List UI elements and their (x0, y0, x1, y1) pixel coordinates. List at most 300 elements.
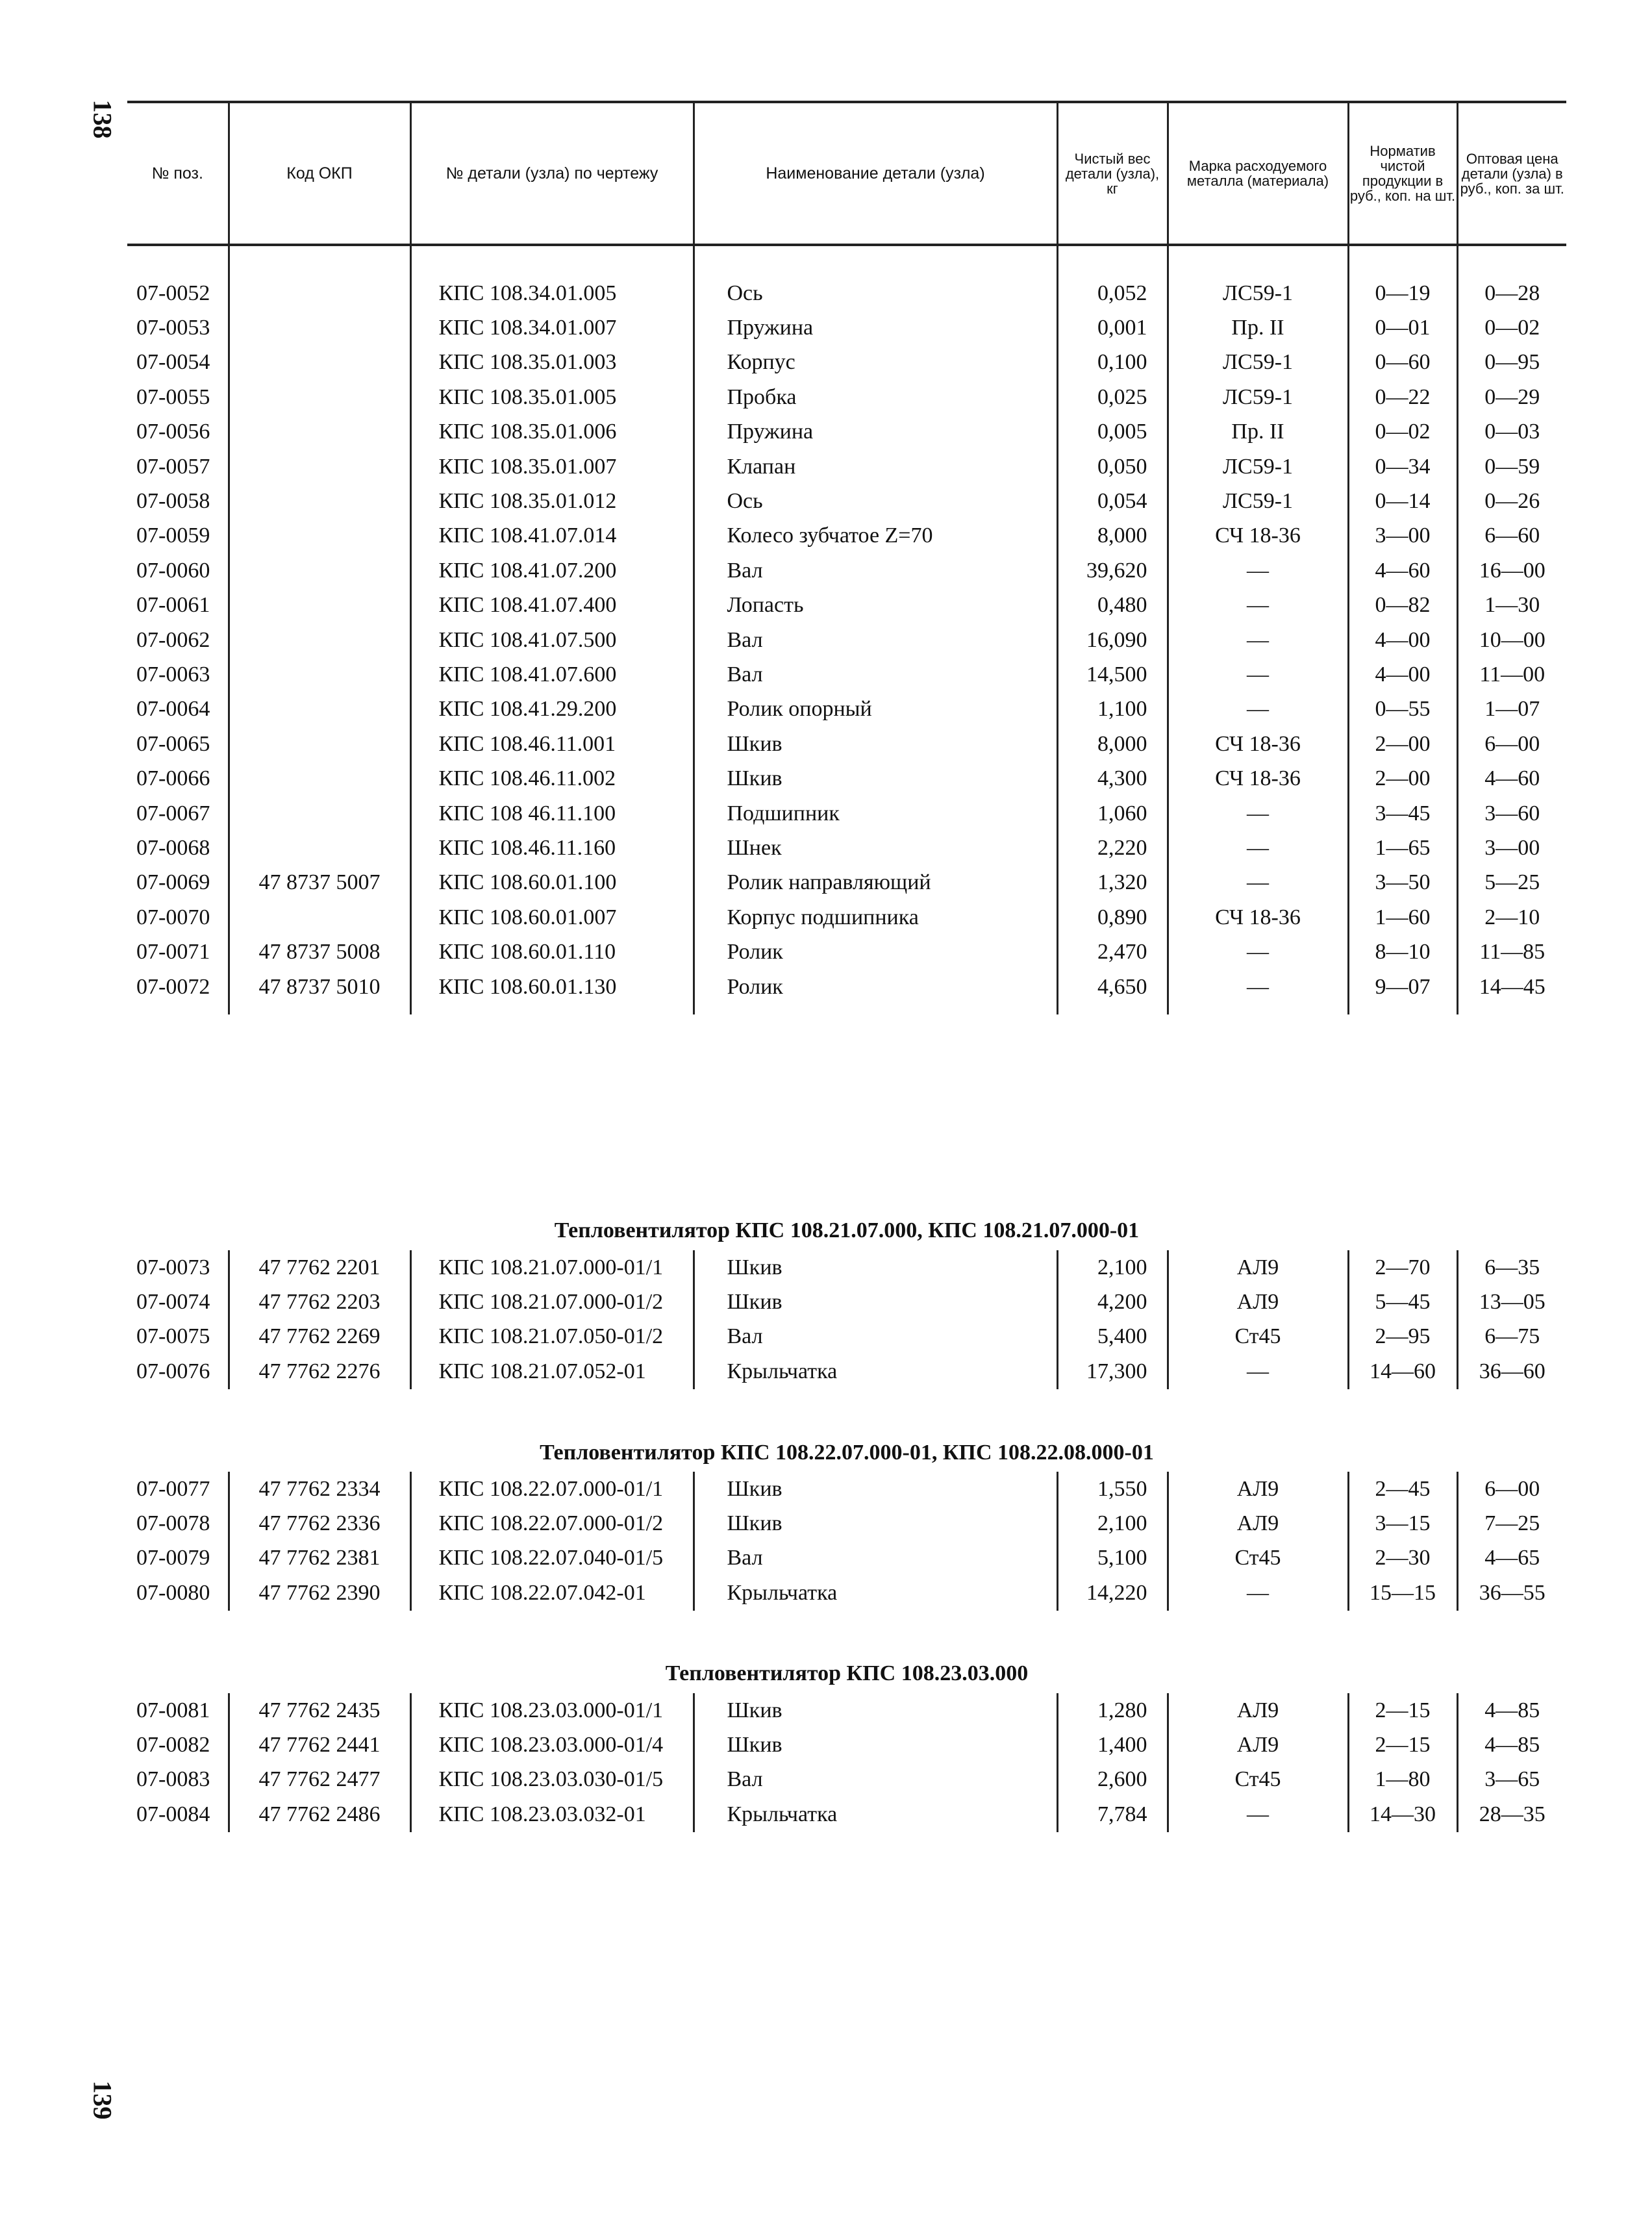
price-cell: 0—28 (1457, 276, 1566, 310)
price-cell: 0—59 (1457, 449, 1566, 484)
okp-code-cell: 47 8737 5010 (229, 970, 410, 1004)
detail-name-cell: Крыльчатка (694, 1576, 1057, 1610)
weight-cell: 0,890 (1057, 900, 1168, 935)
weight-cell: 1,400 (1057, 1728, 1168, 1762)
position-cell: 07-0073 (136, 1255, 210, 1279)
detail-number-cell: КПС 108.41.07.600 (410, 657, 694, 692)
norm-cell: 0—02 (1348, 415, 1457, 449)
section-table (127, 1693, 1566, 1832)
detail-name-cell: Шкив (694, 1250, 1057, 1285)
detail-name-cell: Шкив (694, 1285, 1057, 1319)
detail-number-cell: КПС 108.35.01.007 (410, 449, 694, 484)
detail-name-cell: Вал (694, 553, 1057, 588)
detail-name-cell: Вал (694, 657, 1057, 692)
weight-cell: 14,220 (1057, 1576, 1168, 1610)
material-cell: АЛ9 (1168, 1693, 1348, 1728)
table-row (127, 415, 1566, 449)
weight-cell: 1,280 (1057, 1693, 1168, 1728)
position-cell: 07-0056 (136, 420, 210, 444)
okp-code-cell: 47 7762 2336 (229, 1506, 410, 1541)
okp-code-cell: 47 8737 5007 (229, 866, 410, 900)
table-row (127, 1285, 1566, 1319)
norm-cell: 0—55 (1348, 692, 1457, 727)
price-cell: 0—26 (1457, 484, 1566, 518)
weight-cell: 1,320 (1057, 866, 1168, 900)
price-cell: 4—85 (1457, 1693, 1566, 1728)
position-cell: 07-0077 (136, 1476, 210, 1501)
okp-code-cell: 47 7762 2486 (229, 1797, 410, 1832)
norm-cell: 3—50 (1348, 866, 1457, 900)
material-cell: — (1168, 623, 1348, 657)
material-cell: — (1168, 831, 1348, 865)
position-cell: 07-0054 (136, 350, 210, 375)
position-cell: 07-0068 (136, 835, 210, 860)
norm-cell: 4—00 (1348, 623, 1457, 657)
norm-cell: 2—15 (1348, 1728, 1457, 1762)
material-cell: ЛС59-1 (1168, 449, 1348, 484)
table-row (127, 588, 1566, 623)
material-cell: — (1168, 553, 1348, 588)
material-cell: АЛ9 (1168, 1285, 1348, 1319)
okp-code-cell (229, 900, 410, 935)
norm-cell: 2—15 (1348, 1693, 1457, 1728)
norm-cell: 2—95 (1348, 1320, 1457, 1354)
material-cell: ЛС59-1 (1168, 276, 1348, 310)
header-weight: Чистый вес детали (узла), кг (1057, 102, 1168, 245)
position-cell: 07-0064 (136, 697, 210, 722)
position-cell: 07-0059 (136, 523, 210, 548)
okp-code-cell (229, 449, 410, 484)
weight-cell: 2,100 (1057, 1506, 1168, 1541)
price-cell: 4—60 (1457, 761, 1566, 796)
okp-code-cell: 47 7762 2441 (229, 1728, 410, 1762)
detail-number-cell: КПС 108.41.29.200 (410, 692, 694, 727)
norm-cell: 0—14 (1348, 484, 1457, 518)
norm-cell: 2—30 (1348, 1541, 1457, 1576)
material-cell: — (1168, 1576, 1348, 1610)
okp-code-cell (229, 796, 410, 831)
norm-cell: 2—70 (1348, 1250, 1457, 1285)
table-row (127, 761, 1566, 796)
price-cell: 0—03 (1457, 415, 1566, 449)
weight-cell: 1,060 (1057, 796, 1168, 831)
material-cell: Ст45 (1168, 1763, 1348, 1797)
okp-code-cell: 47 7762 2269 (229, 1320, 410, 1354)
okp-code-cell (229, 553, 410, 588)
section-title: Тепловентилятор КПС 108.23.03.000 (665, 1661, 1029, 1685)
detail-name-cell: Ось (694, 484, 1057, 518)
material-cell: СЧ 18-36 (1168, 761, 1348, 796)
detail-number-cell: КПС 108 46.11.100 (410, 796, 694, 831)
detail-name-cell: Вал (694, 623, 1057, 657)
material-cell: Ст45 (1168, 1320, 1348, 1354)
table-row (127, 484, 1566, 518)
weight-cell: 17,300 (1057, 1354, 1168, 1389)
okp-code-cell: 47 7762 2381 (229, 1541, 410, 1576)
weight-cell: 8,000 (1057, 519, 1168, 553)
position-cell: 07-0062 (136, 627, 210, 652)
detail-number-cell: КПС 108.23.03.000-01/1 (410, 1693, 694, 1728)
okp-code-cell: 47 7762 2334 (229, 1472, 410, 1506)
detail-number-cell: КПС 108.21.07.000-01/1 (410, 1250, 694, 1285)
weight-cell: 8,000 (1057, 727, 1168, 761)
detail-name-cell: Шкив (694, 1693, 1057, 1728)
detail-number-cell: КПС 108.22.07.042-01 (410, 1576, 694, 1610)
detail-number-cell: КПС 108.41.07.500 (410, 623, 694, 657)
weight-cell: 0,054 (1057, 484, 1168, 518)
section-table (127, 1250, 1566, 1389)
detail-number-cell: КПС 108.46.11.002 (410, 761, 694, 796)
norm-cell: 14—60 (1348, 1354, 1457, 1389)
detail-number-cell: КПС 108.23.03.032-01 (410, 1797, 694, 1832)
okp-code-cell (229, 831, 410, 865)
section-table (127, 1472, 1566, 1611)
page-number-top: 138 (88, 99, 118, 139)
weight-cell: 7,784 (1057, 1797, 1168, 1832)
detail-name-cell: Пружина (694, 310, 1057, 345)
detail-number-cell: КПС 108.35.01.005 (410, 380, 694, 414)
okp-code-cell (229, 657, 410, 692)
table-row (127, 1763, 1566, 1797)
okp-code-cell (229, 310, 410, 345)
detail-name-cell: Шкив (694, 1472, 1057, 1506)
price-cell: 1—30 (1457, 588, 1566, 623)
material-cell: — (1168, 657, 1348, 692)
detail-name-cell: Корпус (694, 346, 1057, 380)
position-cell: 07-0060 (136, 558, 210, 583)
okp-code-cell: 47 7762 2477 (229, 1763, 410, 1797)
okp-code-cell: 47 7762 2435 (229, 1693, 410, 1728)
table-row (127, 1250, 1566, 1285)
detail-name-cell: Корпус подшипника (694, 900, 1057, 935)
detail-number-cell: КПС 108.22.07.040-01/5 (410, 1541, 694, 1576)
material-cell: — (1168, 1797, 1348, 1832)
table-row (127, 970, 1566, 1004)
position-cell: 07-0055 (136, 384, 210, 409)
position-cell: 07-0075 (136, 1324, 210, 1349)
okp-code-cell (229, 380, 410, 414)
table-row (127, 519, 1566, 553)
material-cell: — (1168, 588, 1348, 623)
material-cell: — (1168, 796, 1348, 831)
table-row (127, 1320, 1566, 1354)
detail-name-cell: Ролик опорный (694, 692, 1057, 727)
price-cell: 6—75 (1457, 1320, 1566, 1354)
price-cell: 16—00 (1457, 553, 1566, 588)
detail-number-cell: КПС 108.35.01.012 (410, 484, 694, 518)
price-cell: 6—00 (1457, 1472, 1566, 1506)
weight-cell: 2,220 (1057, 831, 1168, 865)
detail-number-cell: КПС 108.22.07.000-01/2 (410, 1506, 694, 1541)
detail-name-cell: Ось (694, 276, 1057, 310)
okp-code-cell (229, 484, 410, 518)
detail-number-cell: КПС 108.34.01.007 (410, 310, 694, 345)
detail-number-cell: КПС 108.60.01.130 (410, 970, 694, 1004)
okp-code-cell (229, 519, 410, 553)
price-cell: 4—85 (1457, 1728, 1566, 1762)
price-cell: 0—29 (1457, 380, 1566, 414)
table-row (127, 346, 1566, 380)
norm-cell: 0—60 (1348, 346, 1457, 380)
material-cell: ЛС59-1 (1168, 346, 1348, 380)
price-cell: 28—35 (1457, 1797, 1566, 1832)
position-cell: 07-0063 (136, 662, 210, 686)
table-row (127, 1797, 1566, 1832)
table-row (127, 449, 1566, 484)
norm-cell: 2—45 (1348, 1472, 1457, 1506)
norm-cell: 14—30 (1348, 1797, 1457, 1832)
position-cell: 07-0078 (136, 1511, 210, 1536)
weight-cell: 0,052 (1057, 276, 1168, 310)
header-norm: Норматив чистой продукции в руб., коп. на шт. (1348, 102, 1457, 245)
weight-cell: 1,550 (1057, 1472, 1168, 1506)
norm-cell: 0—22 (1348, 380, 1457, 414)
norm-cell: 1—80 (1348, 1763, 1457, 1797)
material-cell: Пр. II (1168, 310, 1348, 345)
detail-name-cell: Клапан (694, 449, 1057, 484)
material-cell: — (1168, 1354, 1348, 1389)
table-row (127, 1541, 1566, 1576)
okp-code-cell (229, 415, 410, 449)
table-row (127, 831, 1566, 865)
detail-name-cell: Вал (694, 1541, 1057, 1576)
detail-number-cell: КПС 108.41.07.200 (410, 553, 694, 588)
table-row (127, 866, 1566, 900)
price-cell: 3—00 (1457, 831, 1566, 865)
norm-cell: 0—82 (1348, 588, 1457, 623)
weight-cell: 2,470 (1057, 935, 1168, 969)
detail-name-cell: Шкив (694, 1506, 1057, 1541)
table-row (127, 1506, 1566, 1541)
material-cell: — (1168, 866, 1348, 900)
detail-number-cell: КПС 108.21.07.000-01/2 (410, 1285, 694, 1319)
detail-name-cell: Крыльчатка (694, 1797, 1057, 1832)
norm-cell: 0—01 (1348, 310, 1457, 345)
detail-name-cell: Вал (694, 1320, 1057, 1354)
detail-name-cell: Ролик (694, 935, 1057, 969)
main-parts-table (127, 101, 1566, 1014)
weight-cell: 16,090 (1057, 623, 1168, 657)
table-row (127, 310, 1566, 345)
weight-cell: 1,100 (1057, 692, 1168, 727)
weight-cell: 5,100 (1057, 1541, 1168, 1576)
detail-name-cell: Шкив (694, 727, 1057, 761)
weight-cell: 4,650 (1057, 970, 1168, 1004)
okp-code-cell (229, 727, 410, 761)
price-cell: 10—00 (1457, 623, 1566, 657)
weight-cell: 0,050 (1057, 449, 1168, 484)
price-cell: 14—45 (1457, 970, 1566, 1004)
section-title: Тепловентилятор КПС 108.21.07.000, КПС 108.21.07.000-01 (554, 1218, 1140, 1242)
detail-number-cell: КПС 108.60.01.110 (410, 935, 694, 969)
header-price: Оптовая цена детали (узла) в руб., коп. за шт. (1457, 102, 1566, 245)
price-cell: 6—35 (1457, 1250, 1566, 1285)
weight-cell: 2,100 (1057, 1250, 1168, 1285)
header-okp: Код ОКП (229, 102, 410, 245)
position-cell: 07-0072 (136, 974, 210, 999)
position-cell: 07-0071 (136, 940, 210, 964)
norm-cell: 4—60 (1348, 553, 1457, 588)
weight-cell: 2,600 (1057, 1763, 1168, 1797)
position-cell: 07-0084 (136, 1802, 210, 1826)
weight-cell: 5,400 (1057, 1320, 1168, 1354)
detail-number-cell: КПС 108.23.03.030-01/5 (410, 1763, 694, 1797)
weight-cell: 0,025 (1057, 380, 1168, 414)
header-material: Марка расходуемого металла (материала) (1168, 102, 1348, 245)
table-row (127, 727, 1566, 761)
norm-cell: 2—00 (1348, 761, 1457, 796)
okp-code-cell: 47 7762 2276 (229, 1354, 410, 1389)
position-cell: 07-0053 (136, 316, 210, 340)
material-cell: ЛС59-1 (1168, 484, 1348, 518)
norm-cell: 1—65 (1348, 831, 1457, 865)
table-row (127, 692, 1566, 727)
price-cell: 36—55 (1457, 1576, 1566, 1610)
position-cell: 07-0057 (136, 454, 210, 479)
price-cell: 7—25 (1457, 1506, 1566, 1541)
position-cell: 07-0081 (136, 1698, 210, 1722)
table-row (127, 935, 1566, 969)
weight-cell: 0,001 (1057, 310, 1168, 345)
material-cell: АЛ9 (1168, 1728, 1348, 1762)
position-cell: 07-0080 (136, 1580, 210, 1605)
detail-name-cell: Шнек (694, 831, 1057, 865)
detail-name-cell: Пробка (694, 380, 1057, 414)
position-cell: 07-0066 (136, 766, 210, 791)
okp-code-cell (229, 588, 410, 623)
okp-code-cell (229, 623, 410, 657)
detail-number-cell: КПС 108.60.01.100 (410, 866, 694, 900)
price-cell: 4—65 (1457, 1541, 1566, 1576)
table-row (127, 553, 1566, 588)
detail-number-cell: КПС 108.21.07.052-01 (410, 1354, 694, 1389)
weight-cell: 0,005 (1057, 415, 1168, 449)
position-cell: 07-0067 (136, 801, 210, 825)
table-row (127, 796, 1566, 831)
norm-cell: 4—00 (1348, 657, 1457, 692)
material-cell: АЛ9 (1168, 1472, 1348, 1506)
header-name: Наименование детали (узла) (694, 102, 1057, 245)
norm-cell: 9—07 (1348, 970, 1457, 1004)
norm-cell: 0—19 (1348, 276, 1457, 310)
material-cell: АЛ9 (1168, 1250, 1348, 1285)
detail-number-cell: КПС 108.60.01.007 (410, 900, 694, 935)
weight-cell: 4,300 (1057, 761, 1168, 796)
detail-number-cell: КПС 108.22.07.000-01/1 (410, 1472, 694, 1506)
norm-cell: 3—00 (1348, 519, 1457, 553)
table-row (127, 1693, 1566, 1728)
table-row (127, 380, 1566, 414)
okp-code-cell (229, 692, 410, 727)
norm-cell: 3—15 (1348, 1506, 1457, 1541)
position-cell: 07-0065 (136, 731, 210, 756)
detail-name-cell: Шкив (694, 1728, 1057, 1762)
detail-number-cell: КПС 108.46.11.001 (410, 727, 694, 761)
price-cell: 3—60 (1457, 796, 1566, 831)
detail-number-cell: КПС 108.35.01.006 (410, 415, 694, 449)
position-cell: 07-0061 (136, 593, 210, 618)
weight-cell: 0,100 (1057, 346, 1168, 380)
price-cell: 1—07 (1457, 692, 1566, 727)
table-row (127, 1354, 1566, 1389)
okp-code-cell (229, 276, 410, 310)
detail-number-cell: КПС 108.41.07.014 (410, 519, 694, 553)
price-cell: 5—25 (1457, 866, 1566, 900)
price-cell: 11—85 (1457, 935, 1566, 969)
material-cell: Пр. II (1168, 415, 1348, 449)
detail-name-cell: Ролик (694, 970, 1057, 1004)
material-cell: СЧ 18-36 (1168, 727, 1348, 761)
price-cell: 6—60 (1457, 519, 1566, 553)
page-number-bottom: 139 (88, 2080, 118, 2120)
table-row (127, 1576, 1566, 1610)
detail-name-cell: Подшипник (694, 796, 1057, 831)
weight-cell: 14,500 (1057, 657, 1168, 692)
price-cell: 3—65 (1457, 1763, 1566, 1797)
price-cell: 11—00 (1457, 657, 1566, 692)
norm-cell: 3—45 (1348, 796, 1457, 831)
norm-cell: 2—00 (1348, 727, 1457, 761)
detail-name-cell: Пружина (694, 415, 1057, 449)
section-title: Тепловентилятор КПС 108.22.07.000-01, КПС 108.22.08.000-01 (540, 1441, 1154, 1465)
position-cell: 07-0083 (136, 1767, 210, 1792)
weight-cell: 39,620 (1057, 553, 1168, 588)
okp-code-cell: 47 8737 5008 (229, 935, 410, 969)
table-row (127, 1728, 1566, 1762)
material-cell: — (1168, 970, 1348, 1004)
position-cell: 07-0052 (136, 281, 210, 305)
weight-cell: 4,200 (1057, 1285, 1168, 1319)
position-cell: 07-0069 (136, 870, 210, 895)
material-cell: СЧ 18-36 (1168, 900, 1348, 935)
detail-name-cell: Вал (694, 1763, 1057, 1797)
detail-name-cell: Крыльчатка (694, 1354, 1057, 1389)
table-row (127, 900, 1566, 935)
norm-cell: 15—15 (1348, 1576, 1457, 1610)
table-header (127, 102, 1566, 245)
price-cell: 2—10 (1457, 900, 1566, 935)
detail-name-cell: Колесо зубчатое Z=70 (694, 519, 1057, 553)
okp-code-cell: 47 7762 2201 (229, 1250, 410, 1285)
table-row (127, 657, 1566, 692)
detail-number-cell: КПС 108.46.11.160 (410, 831, 694, 865)
okp-code-cell (229, 761, 410, 796)
detail-number-cell: КПС 108.23.03.000-01/4 (410, 1728, 694, 1762)
norm-cell: 8—10 (1348, 935, 1457, 969)
detail-number-cell: КПС 108.34.01.005 (410, 276, 694, 310)
material-cell: СЧ 18-36 (1168, 519, 1348, 553)
position-cell: 07-0074 (136, 1290, 210, 1315)
position-cell: 07-0070 (136, 905, 210, 929)
position-cell: 07-0076 (136, 1359, 210, 1383)
position-cell: 07-0058 (136, 489, 210, 514)
material-cell: ЛС59-1 (1168, 380, 1348, 414)
okp-code-cell (229, 346, 410, 380)
price-cell: 0—95 (1457, 346, 1566, 380)
price-cell: 13—05 (1457, 1285, 1566, 1319)
price-cell: 36—60 (1457, 1354, 1566, 1389)
detail-name-cell: Лопасть (694, 588, 1057, 623)
position-cell: 07-0082 (136, 1733, 210, 1757)
table-row (127, 623, 1566, 657)
table-row (127, 276, 1566, 310)
okp-code-cell: 47 7762 2203 (229, 1285, 410, 1319)
okp-code-cell: 47 7762 2390 (229, 1576, 410, 1610)
material-cell: — (1168, 692, 1348, 727)
detail-name-cell: Шкив (694, 761, 1057, 796)
detail-name-cell: Ролик направляющий (694, 866, 1057, 900)
material-cell: АЛ9 (1168, 1506, 1348, 1541)
